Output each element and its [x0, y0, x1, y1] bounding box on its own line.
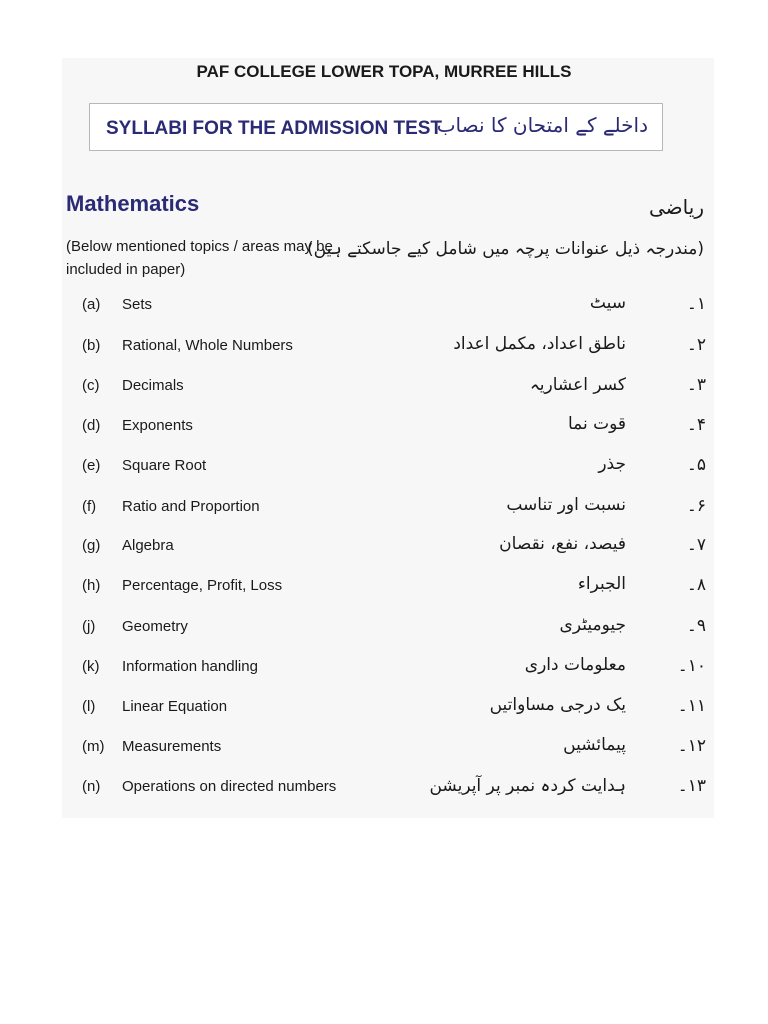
- topic-row: [0, 377, 768, 407]
- topic-urdu: نسبت اور تناسب: [506, 495, 626, 515]
- topic-number-urdu: ۱۱۔: [677, 696, 706, 716]
- topic-row: [0, 534, 768, 567]
- topic-row: [0, 414, 768, 447]
- topics-note-urdu: (مندرجہ ذیل عنوانات پرچہ میں شامل کیے جاسکتے ہیں): [307, 239, 704, 259]
- college-name: PAF COLLEGE LOWER TOPA, MURREE HILLS: [196, 62, 572, 81]
- topic-urdu: پیمائشیں: [563, 735, 626, 755]
- topic-row: [0, 334, 768, 367]
- topic-english: Exponents: [122, 417, 193, 434]
- subject-title-english: Mathematics: [66, 191, 200, 216]
- topic-english: Ratio and Proportion: [122, 498, 260, 515]
- topic-english: Measurements: [122, 738, 222, 755]
- topic-urdu: یک درجی مساواتیں: [489, 695, 626, 715]
- topic-english: Algebra: [122, 537, 174, 554]
- topic-letter: (h): [82, 577, 101, 594]
- topic-row: [0, 695, 768, 728]
- topic-letter: (l): [82, 698, 96, 715]
- topic-letter: (c): [82, 377, 100, 394]
- topic-letter: (d): [82, 417, 101, 434]
- topic-row: [0, 615, 768, 648]
- topic-english: Operations on directed numbers: [122, 778, 337, 795]
- topic-urdu: ہدایت کردہ نمبر پر آپریشن: [429, 776, 626, 796]
- topic-english: Geometry: [122, 618, 188, 635]
- topic-english: Linear Equation: [122, 698, 228, 715]
- topic-number-urdu: ۹۔: [686, 616, 706, 636]
- topic-urdu: کسر اعشاریہ: [529, 375, 626, 395]
- topic-urdu: جذر: [598, 454, 626, 474]
- topic-number-urdu: ۱۰۔: [677, 656, 706, 676]
- topic-letter: (g): [82, 537, 101, 554]
- topic-english: Decimals: [122, 377, 184, 394]
- topic-english: Information handling: [122, 658, 258, 675]
- topic-urdu: جیومیٹری: [559, 615, 626, 635]
- topic-number-urdu: ۳۔: [686, 375, 706, 395]
- topic-number-urdu: ۶۔: [686, 496, 706, 516]
- syllabus-title-box: [89, 103, 663, 151]
- topic-number-urdu: ۱۲۔: [677, 736, 706, 756]
- topic-number-urdu: ۱۳۔: [677, 776, 706, 796]
- topic-row: [0, 735, 768, 768]
- topic-english: Sets: [122, 296, 153, 313]
- topic-english: Square Root: [122, 457, 207, 474]
- topic-letter: (a): [82, 296, 101, 313]
- topic-letter: (f): [82, 498, 97, 515]
- topic-number-urdu: ۷۔: [686, 535, 706, 555]
- topic-urdu: فیصد، نفع، نقصان: [499, 534, 626, 554]
- topic-letter: (n): [82, 778, 101, 795]
- topic-urdu: قوت نما: [567, 414, 626, 434]
- topic-urdu: الجبراء: [577, 574, 626, 594]
- topic-number-urdu: ۵۔: [686, 455, 706, 475]
- subject-title-urdu: ریاضی: [649, 195, 704, 219]
- topic-row: [0, 655, 768, 688]
- topic-row: [0, 574, 768, 607]
- topic-urdu: ناطق اعداد، مکمل اعداد: [453, 334, 626, 354]
- topic-urdu: سیٹ: [589, 293, 626, 313]
- topic-letter: (b): [82, 337, 101, 354]
- syllabus-title-english: SYLLABI FOR THE ADMISSION TEST: [106, 118, 443, 139]
- topic-number-urdu: ۱۔: [686, 294, 706, 314]
- topic-row: [0, 293, 768, 326]
- topic-english: Percentage, Profit, Loss: [122, 577, 283, 594]
- topics-note-english: (Below mentioned topics / areas may be included in paper): [66, 238, 333, 278]
- topic-number-urdu: ۸۔: [686, 575, 706, 595]
- topic-letter: (m): [82, 738, 105, 755]
- topic-letter: (e): [82, 457, 101, 474]
- topic-row: [0, 495, 768, 528]
- topic-row: [0, 454, 768, 487]
- topic-urdu: معلومات داری: [524, 655, 626, 675]
- topic-row: [0, 778, 768, 808]
- topic-number-urdu: ۴۔: [686, 415, 706, 435]
- topic-number-urdu: ۲۔: [686, 335, 706, 355]
- topic-letter: (k): [82, 658, 100, 675]
- syllabus-title-urdu: داخلے کے امتحان کا نصاب: [436, 113, 648, 137]
- topic-letter: (j): [82, 618, 96, 635]
- topic-english: Rational, Whole Numbers: [122, 337, 293, 354]
